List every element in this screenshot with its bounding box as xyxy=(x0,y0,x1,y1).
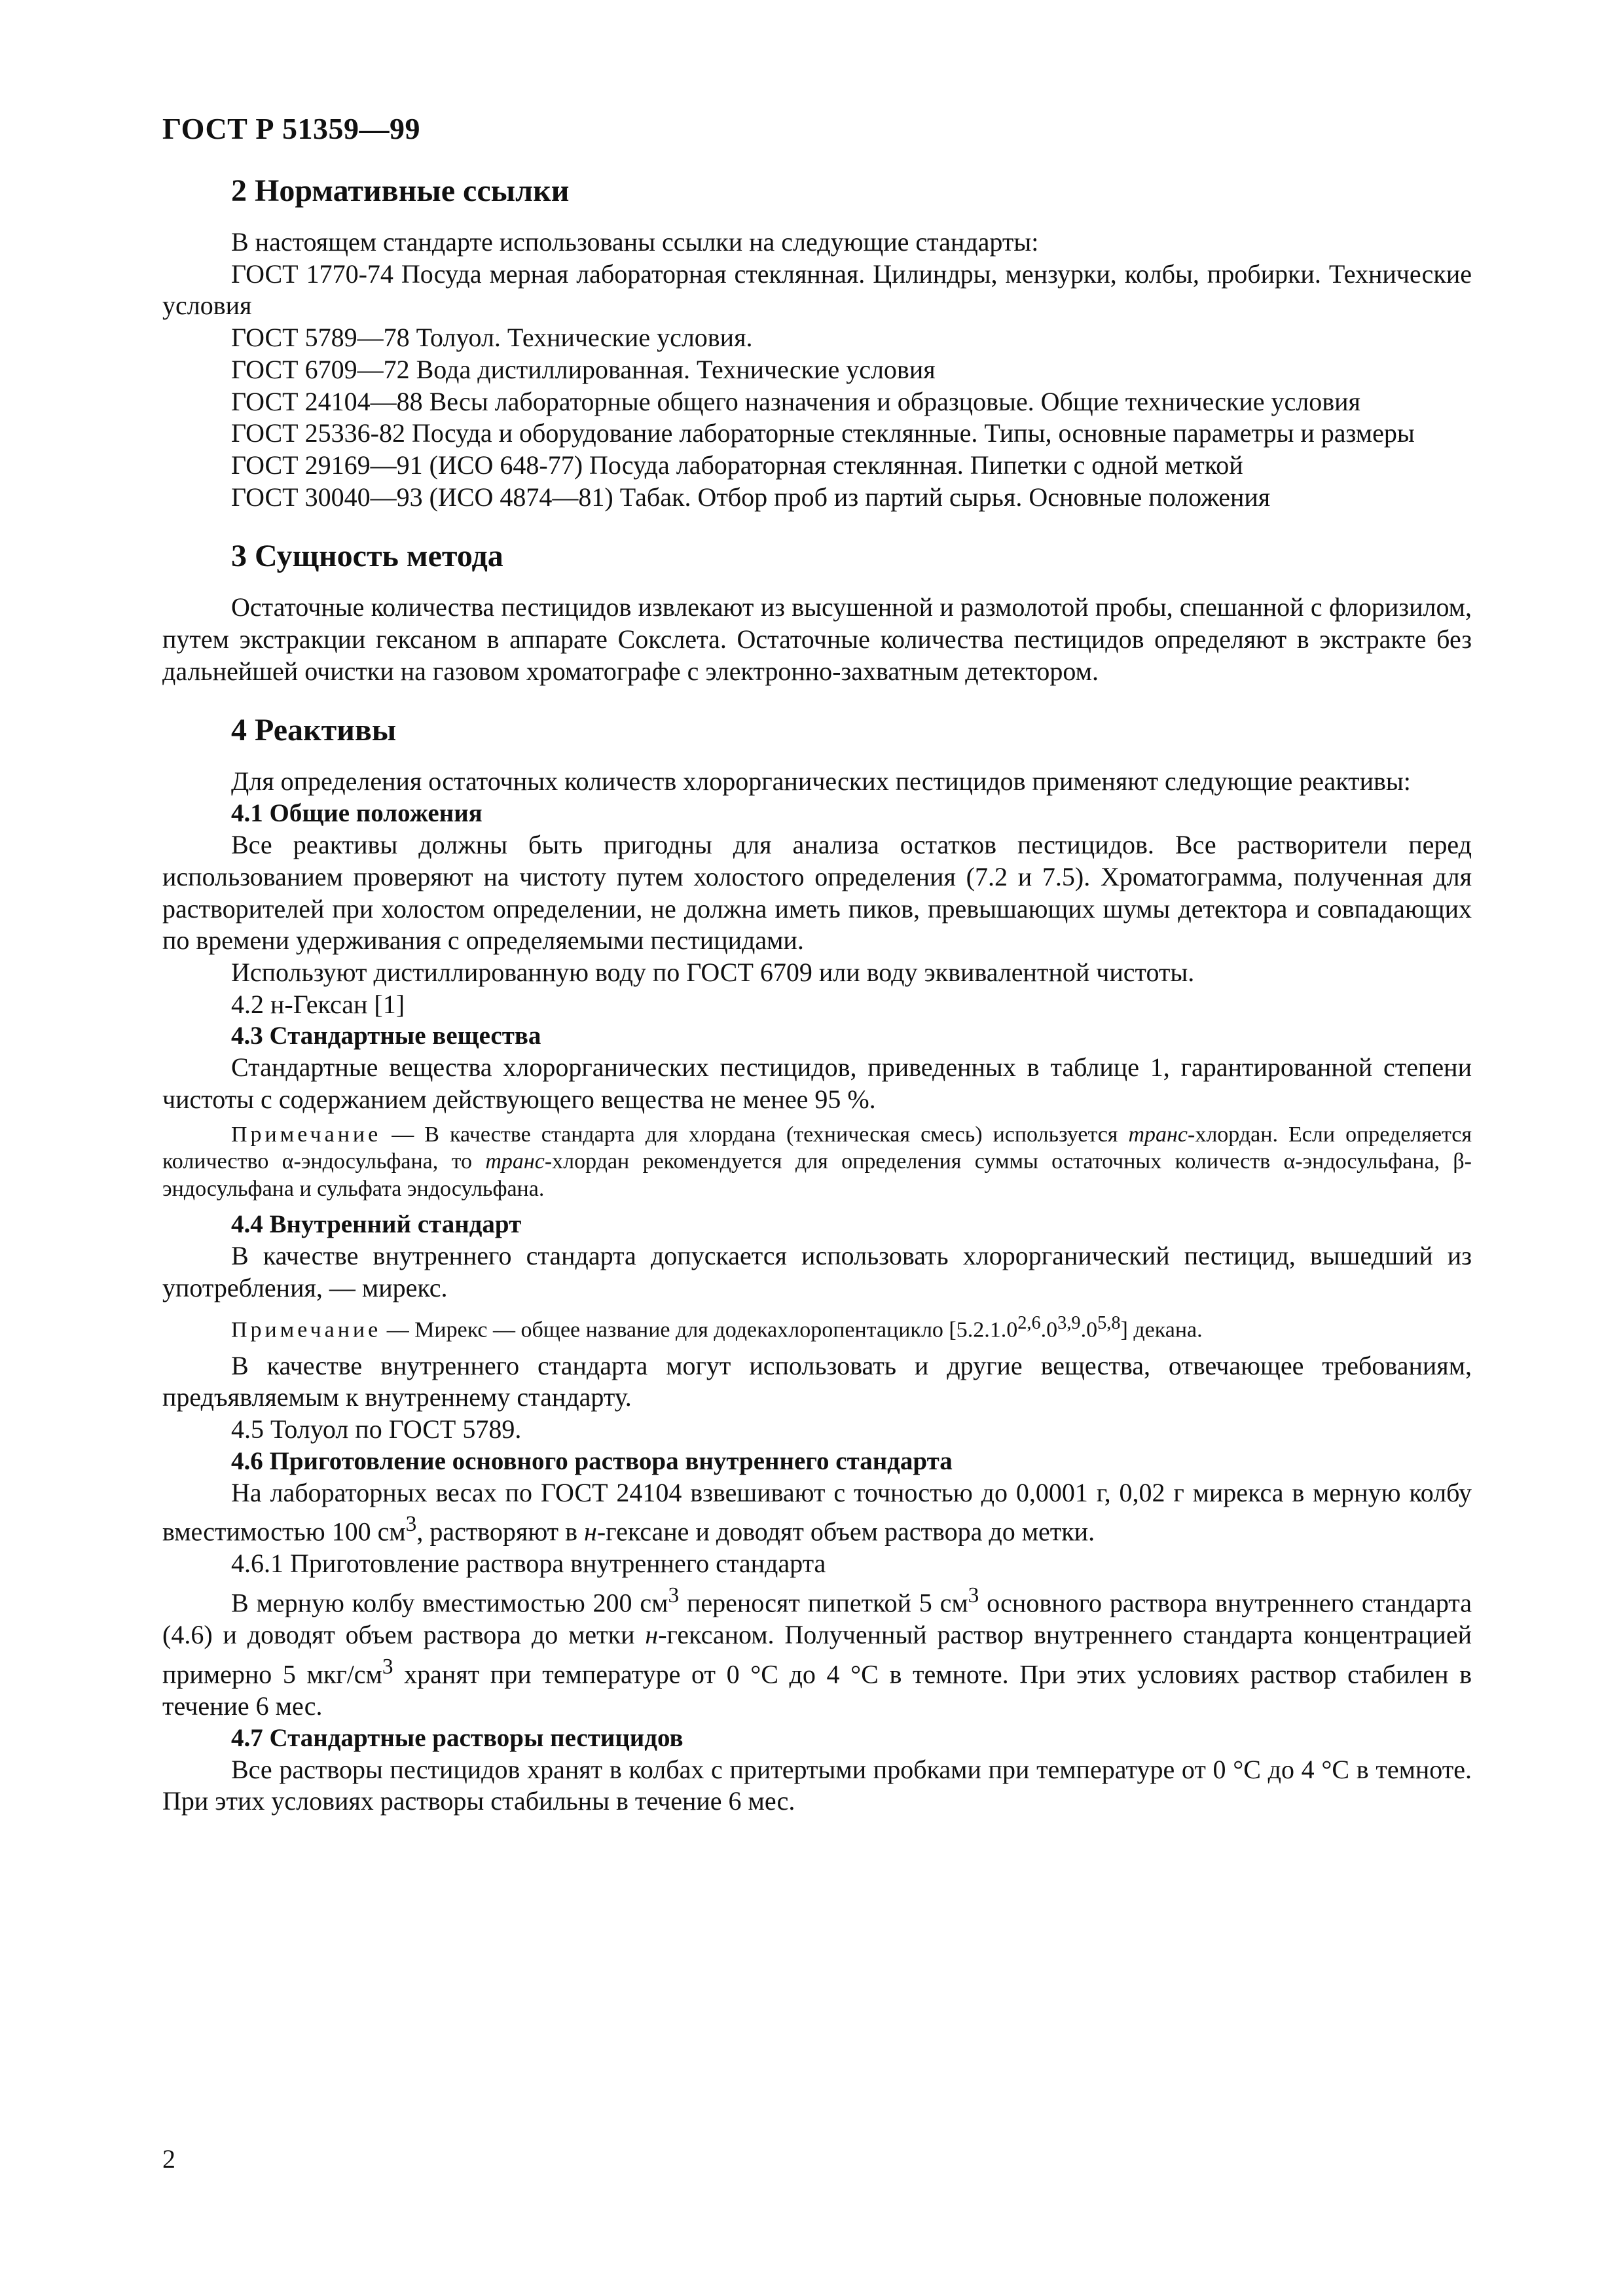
superscript: 5,8 xyxy=(1097,1312,1121,1333)
text-run: -гексане и доводят объем раствора до метки. xyxy=(596,1516,1095,1547)
note-text: .0 xyxy=(1080,1318,1098,1342)
reference-item: ГОСТ 5789—78 Толуол. Технические условия. xyxy=(231,323,753,353)
subsection-4-5: 4.5 Толуол по ГОСТ 5789. xyxy=(231,1414,522,1444)
note-label: Примечание xyxy=(231,1122,382,1147)
subsection-4-6-1-paragraph xyxy=(162,1580,1472,1722)
document-body xyxy=(162,171,1472,1818)
note-4-3 xyxy=(162,1121,1472,1203)
text-run: хранят при температуре от 0 °С до 4 °С в темноте. При этих условиях раствор стабилен в течение 6 мес. xyxy=(162,1659,1472,1721)
section-3-title: 3 Сущность метода xyxy=(231,539,503,574)
note-4-4 xyxy=(162,1310,1472,1344)
subsection-4-7-title: 4.7 Стандартные растворы пестицидов xyxy=(231,1723,684,1752)
note-text: -хлордан рекомендуется для определения суммы остаточных количеств α-эндосульфана, β-эндосульфана и сульфата эндосульфана. xyxy=(162,1149,1472,1201)
section-4-intro: Для определения остаточных количеств хлорорганических пестицидов применяют следующие реактивы: xyxy=(231,766,1411,797)
subsection-4-4-paragraph: В качестве внутреннего стандарта могут использовать и другие вещества, отвечающее требованиям, предъявляемым к внутреннему стандарту. xyxy=(162,1350,1472,1412)
subsection-4-6-title: 4.6 Приготовление основного раствора внутреннего стандарта xyxy=(231,1446,953,1475)
text-run: , растворяют в xyxy=(416,1516,585,1547)
subsection-4-6-1-title: 4.6.1 Приготовление раствора внутреннего стандарта xyxy=(231,1549,826,1579)
reference-item: ГОСТ 1770-74 Посуда мерная лабораторная стеклянная. Цилиндры, мензурки, колбы, пробирки. Технические условия xyxy=(162,259,1472,321)
note-italic: транс xyxy=(1128,1122,1188,1147)
subsection-4-1-paragraph: Используют дистиллированную воду по ГОСТ 6709 или воду эквивалентной чистоты. xyxy=(231,957,1195,987)
document-header: ГОСТ Р 51359—99 xyxy=(162,112,420,145)
section-2-title: 2 Нормативные ссылки xyxy=(231,173,570,208)
text-run: переносят пипеткой 5 см xyxy=(679,1588,968,1618)
note-text: — В качестве стандарта для хлордана (техническая смесь) используется xyxy=(381,1122,1129,1147)
subsection-4-7-paragraph: Все растворы пестицидов хранят в колбах с притертыми пробками при температуре от 0 °С до 4 °С в темноте. При этих условиях растворы стабильны в течение 6 мес. xyxy=(162,1754,1472,1816)
note-text: .0 xyxy=(1040,1318,1058,1342)
superscript: 3 xyxy=(382,1654,393,1679)
subsection-4-1-title: 4.1 Общие положения xyxy=(231,799,483,828)
subsection-4-3-title: 4.3 Стандартные вещества xyxy=(231,1022,541,1050)
subsection-4-3-paragraph: Стандартные вещества хлорорганических пестицидов, приведенных в таблице 1, гарантированной степени чистоты с содержанием действующего вещества не менее 95 %. xyxy=(162,1052,1472,1115)
reference-item: ГОСТ 30040—93 (ИСО 4874—81) Табак. Отбор проб из партий сырья. Основные положения xyxy=(231,482,1271,512)
superscript: 3,9 xyxy=(1057,1312,1081,1333)
superscript: 2,6 xyxy=(1017,1312,1041,1333)
page-number: 2 xyxy=(162,2144,175,2174)
reference-item: ГОСТ 6709—72 Вода дистиллированная. Технические условия xyxy=(231,354,936,384)
section-3-text: Остаточные количества пестицидов извлекают из высушенной и размолотой пробы, спешанной с флоризилом, путем экстракции гексаном в аппарате Сокслета. Остаточные количества пестицидов определяют в экстракте без дальнейшей очистки на газовом хроматографе с электронно-захватным детектором. xyxy=(162,592,1472,686)
note-text: -хлордан. Если определяется количество α-эндосульфана, то xyxy=(162,1122,1472,1174)
text-run: -гексаном. Полученный раствор внутреннего стандарта концентрацией примерно 5 мкг/см xyxy=(162,1620,1472,1689)
text-run: На лабораторных весах по ГОСТ 24104 взвешивают с точностью до 0,0001 г, 0,02 г мирекса в мерную колбу вместимостью 100 см xyxy=(162,1477,1472,1547)
subsection-4-4-title: 4.4 Внутренний стандарт xyxy=(231,1210,522,1239)
reference-item: ГОСТ 25336-82 Посуда и оборудование лабораторные стеклянные. Типы, основные параметры и размеры xyxy=(231,418,1415,448)
italic-run: н xyxy=(645,1620,659,1650)
subsection-4-1-paragraph: Все реактивы должны быть пригодны для анализа остатков пестицидов. Все растворители перед использованием проверяют на чистоту путем холостого определения (7.2 и 7.5). Хроматограмма, полученная для растворителей при холостом определении, не должна иметь пиков, превышающих шумы детектора и совпадающих по времени удерживания с определяемыми пестицидами. xyxy=(162,830,1472,956)
text-run: основного раствора внутреннего стандарта (4.6) и доводят объем раствора до метки xyxy=(162,1588,1472,1650)
note-italic: транс xyxy=(485,1149,545,1174)
superscript: 3 xyxy=(405,1512,417,1537)
text-run: В мерную колбу вместимостью 200 см xyxy=(231,1588,668,1618)
italic-run: н xyxy=(584,1516,597,1547)
superscript: 3 xyxy=(968,1583,979,1608)
subsection-4-4-paragraph: В качестве внутреннего стандарта допускается использовать хлорорганический пестицид, вышедший из употребления, — мирекс. xyxy=(162,1241,1472,1302)
superscript: 3 xyxy=(668,1583,680,1608)
note-text: ] декана. xyxy=(1120,1318,1203,1342)
subsection-4-6-paragraph xyxy=(162,1477,1472,1549)
subsection-4-2: 4.2 н-Гексан [1] xyxy=(231,989,405,1019)
note-label: Примечание xyxy=(231,1318,382,1342)
reference-item: ГОСТ 24104—88 Весы лабораторные общего назначения и образцовые. Общие технические условия xyxy=(231,386,1360,416)
reference-item: ГОСТ 29169—91 (ИСО 648-77) Посуда лабораторная стеклянная. Пипетки с одной меткой xyxy=(231,450,1243,480)
section-4-title: 4 Реактивы xyxy=(231,713,397,748)
section-2-intro: В настоящем стандарте использованы ссылки на следующие стандарты: xyxy=(231,227,1039,257)
note-text: — Мирекс — общее название для додекахлоропентацикло [5.2.1.0 xyxy=(381,1318,1018,1342)
